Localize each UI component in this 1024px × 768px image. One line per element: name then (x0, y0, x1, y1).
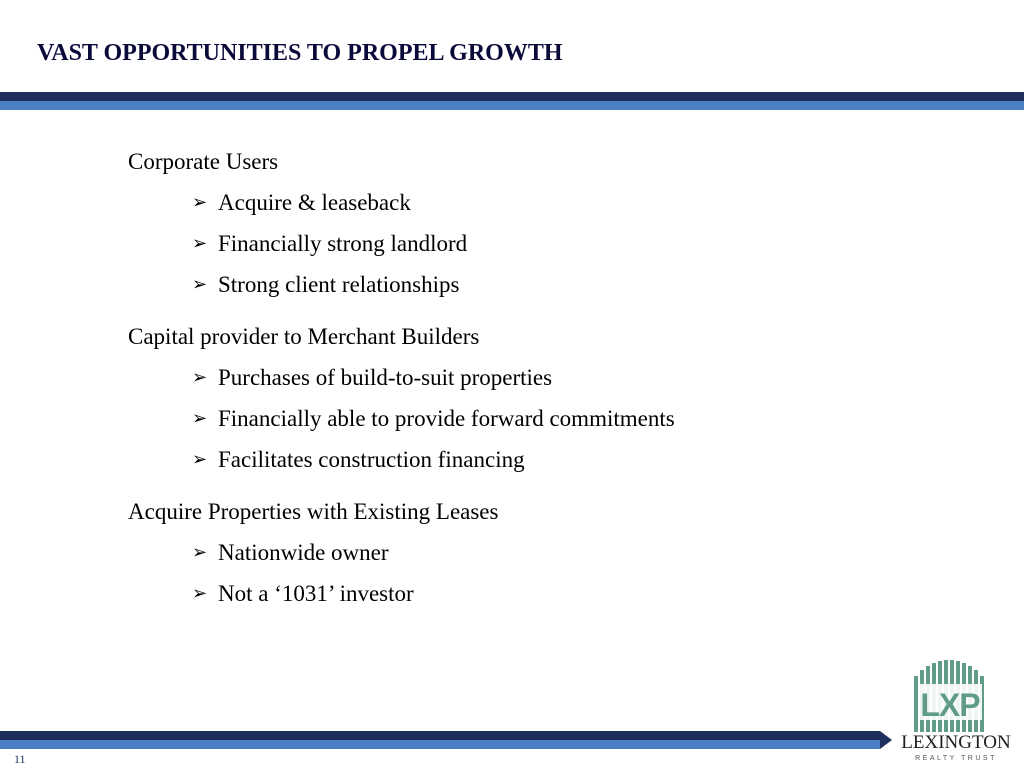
section-corporate-users (128, 148, 888, 299)
arrow-bullet-icon: ➢ (192, 274, 208, 295)
arrow-bullet-icon: ➢ (192, 583, 208, 604)
bullet-item (128, 580, 888, 608)
arrow-bullet-icon: ➢ (192, 233, 208, 254)
bullet-item (128, 405, 888, 433)
slide-title: VAST OPPORTUNITIES TO PROPEL GROWTH (37, 40, 563, 66)
bullet-text: Facilitates construction financing (218, 447, 525, 472)
slide-content (128, 148, 888, 632)
footer-arrow-icon (880, 731, 892, 749)
section-capital-provider (128, 323, 888, 474)
section-heading: Acquire Properties with Existing Leases (128, 499, 499, 524)
arrow-bullet-icon: ➢ (192, 367, 208, 388)
arrow-bullet-icon: ➢ (192, 192, 208, 213)
bullet-item (128, 364, 888, 392)
bullet-text: Purchases of build-to-suit properties (218, 365, 553, 390)
bullet-text: Nationwide owner (218, 540, 389, 565)
lexington-logo (900, 660, 1012, 764)
footer-divider-light (0, 740, 880, 749)
section-heading: Capital provider to Merchant Builders (128, 324, 480, 349)
footer-divider-dark (0, 731, 880, 740)
bullet-text: Financially able to provide forward commitments (218, 406, 675, 431)
header-divider-dark (0, 92, 1024, 101)
section-existing-leases (128, 498, 888, 608)
bullet-text: Strong client relationships (218, 272, 460, 297)
bullet-item (128, 230, 888, 258)
header-divider-light (0, 101, 1024, 110)
bullet-text: Financially strong landlord (218, 231, 468, 256)
lxp-building-icon (914, 660, 986, 732)
logo-mark-text: LXP (920, 687, 980, 723)
bullet-item (128, 271, 888, 299)
logo-tagline: REALTY TRUST (915, 755, 997, 762)
bullet-item (128, 189, 888, 217)
arrow-bullet-icon: ➢ (192, 408, 208, 429)
bullet-item (128, 446, 888, 474)
bullet-text: Not a ‘1031’ investor (218, 581, 414, 606)
bullet-text: Acquire & leaseback (218, 190, 411, 215)
logo-wordmark: LEXINGTON (901, 732, 1011, 753)
arrow-bullet-icon: ➢ (192, 542, 208, 563)
bullet-item (128, 539, 888, 567)
page-number: 11 (14, 752, 26, 766)
arrow-bullet-icon: ➢ (192, 449, 208, 470)
section-heading: Corporate Users (128, 149, 279, 174)
